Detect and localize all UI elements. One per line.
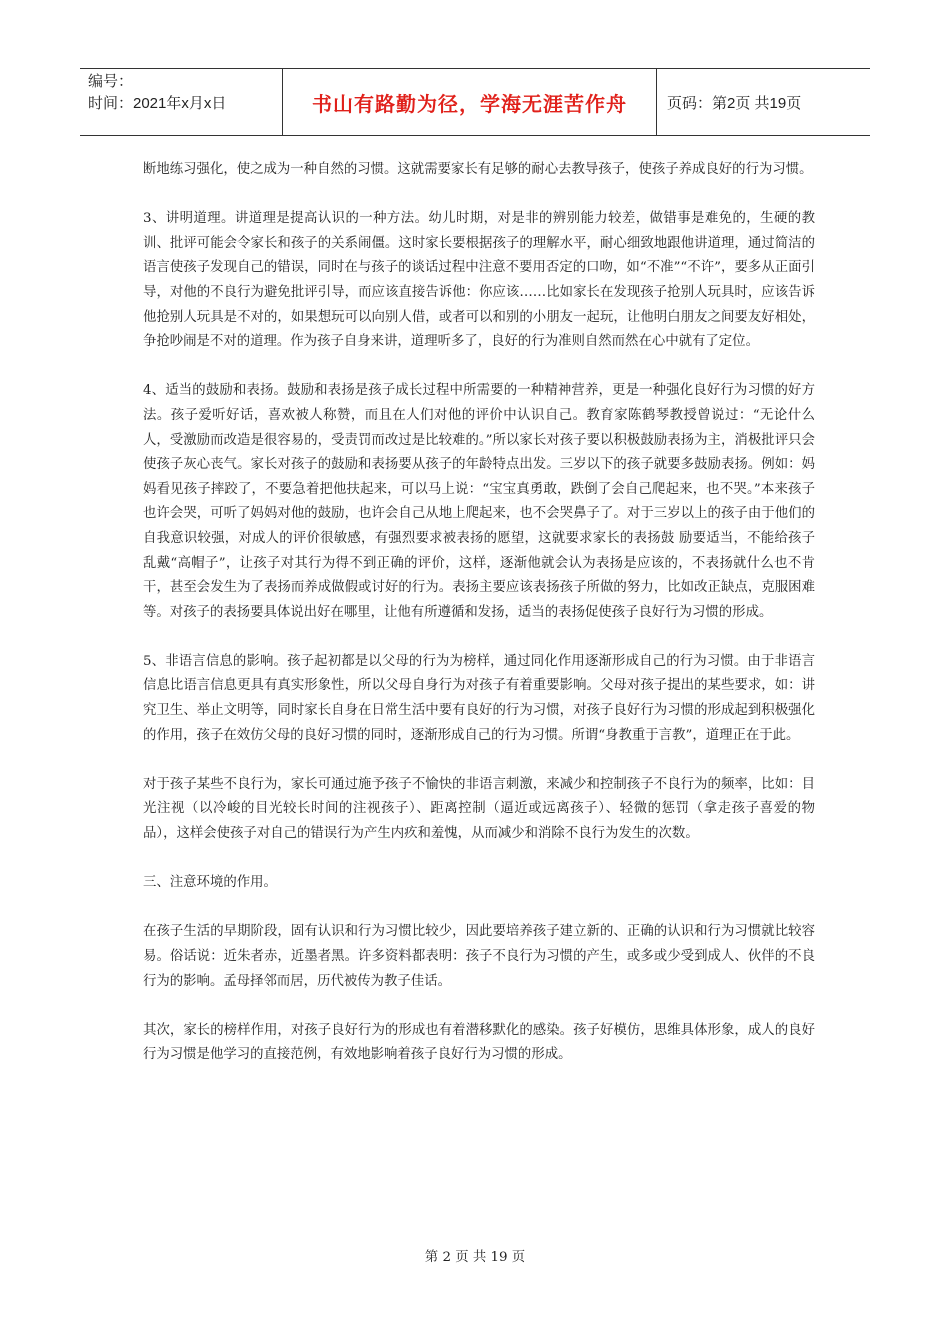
paragraph: 4、适当的鼓励和表扬。鼓励和表扬是孩子成长过程中所需要的一种精神营养，更是一种强化良好行为习惯的好方法。孩子爱听好话，喜欢被人称赞，而且在人们对他的评价中认识自己。教育家陈鹤琴教授曾说过：“无论什么人，受激励而改造是很容易的，受责罚而改过是比较难的。”所以家长对孩子要以积极鼓励表扬为主，消极批评只会使孩子灰心丧气。家长对孩子的鼓励和表扬要从孩子的年龄特点出发。三岁以下的孩子就要多鼓励表扬。例如：妈妈看见孩子摔跤了，不要急着把他扶起来，可以马上说：“宝宝真勇敢，跌倒了会自己爬起来，也不哭。”本来孩子也许会哭，可听了妈妈对他的鼓励，也许会自己从地上爬起来，也不会哭鼻子了。对于三岁以上的孩子由于他们的自我意识较强，对成人的评价很敏感，有强烈要求被表扬的愿望，这就要求家长的表扬鼓 励要适当，不能给孩子乱戴“高帽子”，让孩子对其行为得不到正确的评价，这样，逐渐他就会认为表扬是应该的，不表扬就什么也不肯干，甚至会发生为了表扬而养成做假或讨好的行为。表扬主要应该表扬孩子所做的努力，比如改正缺点，克服困难等。对孩子的表扬要具体说出好在哪里，让他有所遵循和发扬，适当的表扬促使孩子良好行为习惯的形成。 <box>143 383 815 620</box>
section-heading: 三、注意环境的作用。 <box>143 875 277 891</box>
document-header <box>80 68 870 136</box>
header-page-number: 页码：第2页 共19页 <box>667 94 802 112</box>
paragraph: 3、讲明道理。讲道理是提高认识的一种方法。幼儿时期，对是非的辨别能力较差，做错事是难免的，生硬的教训、批评可能会令家长和孩子的关系闹僵。这时家长要根据孩子的理解水平，耐心细致地跟他讲道理，通过简洁的语言使孩子发现自己的错误，同时在与孩子的谈话过程中注意不要用否定的口吻，如“不准”“不许”，要多从正面引导，对他的不良行为避免批评引导，而应该直接告诉他：你应该……比如家长在发现孩子抢别人玩具时，应该告诉他抢别人玩具是不对的，如果想玩可以向别人借，或者可以和别的小朋友一起玩，让他明白朋友之间要友好相处，争抢吵闹是不对的道理。作为孩子自身来讲，道理听多了，良好的行为准则自然而然在心中就有了定位。 <box>143 211 815 350</box>
header-meta <box>80 69 283 135</box>
paragraph: 5、非语言信息的影响。孩子起初都是以父母的行为为榜样，通过同化作用逐渐形成自己的行为习惯。由于非语言信息比语言信息更具有真实形象性，所以父母自身行为对孩子有着重要影响。父母对孩子提出的某些要求，如：讲究卫生、举止文明等，同时家长自身在日常生活中要有良好的行为习惯，对孩子良好行为习惯的形成起到积极强化的作用，孩子在效仿父母的良好习惯的同时，逐渐形成自己的行为习惯。所谓“身教重于言教”，道理正在于此。 <box>143 653 815 743</box>
paragraph: 断地练习强化，使之成为一种自然的习惯。这就需要家长有足够的耐心去教导孩子，使孩子养成良好的行为习惯。 <box>143 162 813 177</box>
document-body <box>143 158 815 1093</box>
header-motto: 书山有路勤为径，学海无涯苦作舟 <box>283 69 657 135</box>
document-number-label: 编号： <box>88 73 134 90</box>
page-footer: 第 2 页 共 19 页 <box>424 1250 526 1265</box>
paragraph: 对于孩子某些不良行为，家长可通过施予孩子不愉快的非语言刺激，来减少和控制孩子不良行为的频率，比如：目光注视（以冷峻的目光较长时间的注视孩子）、距离控制（逼近或远离孩子）、轻微的惩罚（拿走孩子喜爱的物品），这样会使孩子对自己的错误行为产生内疚和羞愧，从而减少和消除不良行为发生的次数。 <box>143 776 815 842</box>
document-date: 时间：2021年x月x日 <box>88 95 227 112</box>
paragraph: 在孩子生活的早期阶段，固有认识和行为习惯比较少，因此要培养孩子建立新的、正确的认识和行为习惯就比较容易。俗话说：近朱者赤，近墨者黑。许多资料都表明：孩子不良行为习惯的产生，或多或少受到成人、伙伴的不良行为的影响。孟母择邻而居，历代被传为教子佳话。 <box>143 924 815 989</box>
paragraph: 其次，家长的榜样作用，对孩子良好行为的形成也有着潜移默化的感染。孩子好模仿，思维具体形象，成人的良好行为习惯是他学习的直接范例，有效地影响着孩子良好行为习惯的形成。 <box>143 1022 815 1063</box>
